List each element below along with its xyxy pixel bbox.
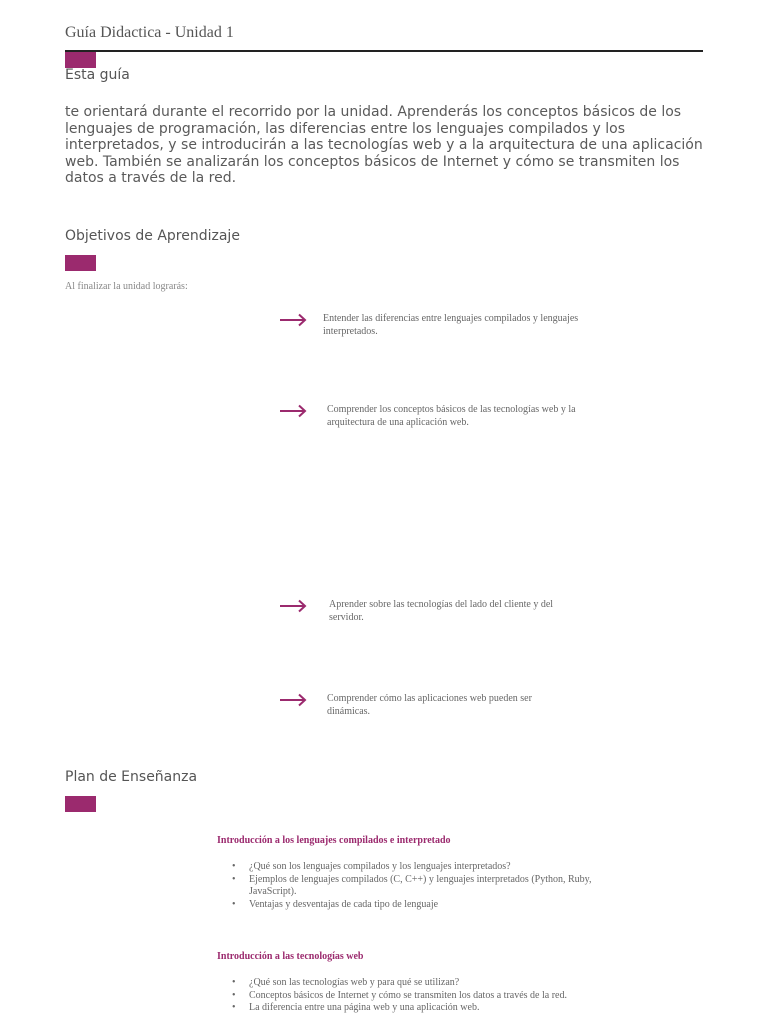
arrow-right-icon — [278, 693, 310, 707]
module-bullet: • Ventajas y desventajas de cada tipo de lenguaje — [232, 899, 612, 912]
module-bullet: • ¿Qué son las tecnologías web y para qué se utilizan? — [232, 977, 612, 990]
module-bullet: • ¿Qué son los lenguajes compilados y los lenguajes interpretados? — [232, 861, 612, 874]
arrow-right-icon — [278, 313, 310, 327]
module-bullet: • Ejemplos de lenguajes compilados (C, C++) y lenguajes interpretados (Python, Ruby, JavaScript). — [232, 874, 612, 899]
section-accent-bar — [65, 796, 96, 812]
objectives-intro-text: Al finalizar la unidad lograrás: — [65, 281, 188, 292]
arrow-right-icon — [278, 404, 310, 418]
module-bullet-list — [232, 861, 612, 911]
objective-text: Comprender los conceptos básicos de las tecnologías web y la arquitectura de una aplicación web. — [327, 404, 576, 428]
plan-heading: Plan de Enseñanza — [65, 769, 198, 785]
intro-heading: Esta guía — [65, 67, 130, 83]
objectives-heading: Objetivos de Aprendizaje — [65, 228, 240, 244]
section-accent-bar — [65, 255, 96, 271]
objective-item — [278, 404, 597, 429]
objective-text: Aprender sobre las tecnologías del lado del cliente y del servidor. — [329, 599, 554, 623]
module-title: Introducción a los lenguajes compilados e interpretado — [217, 835, 451, 846]
module-bullet: • Conceptos básicos de Internet y cómo se transmiten los datos a través de la red. — [232, 990, 612, 1003]
title-divider — [65, 50, 703, 52]
arrow-right-icon — [278, 599, 310, 613]
objective-item — [278, 599, 589, 624]
module-title: Introducción a las tecnologías web — [217, 951, 364, 962]
objective-item — [278, 693, 567, 718]
objective-text: Entender las diferencias entre lenguajes compilados y lenguajes interpretados. — [323, 313, 579, 337]
document-title: Guía Didactica - Unidad 1 — [65, 24, 234, 41]
objective-item — [278, 313, 583, 338]
intro-paragraph: te orientará durante el recorrido por la unidad. Aprenderás los conceptos básicos de los lenguajes de programación, las diferencias entre los lenguajes compilados y los interpretados, y se introducirán a las tecnologías web y a la arquitectura de una aplicación web. También se analizarán los conceptos básicos de Internet y cómo se transmiten los datos a través de la red. — [65, 104, 703, 186]
objective-text: Comprender cómo las aplicaciones web pueden ser dinámicas. — [327, 693, 532, 717]
module-bullet: • La diferencia entre una página web y una aplicación web. — [232, 1002, 612, 1015]
module-bullet-list — [232, 977, 612, 1015]
section-accent-bar — [65, 52, 96, 68]
